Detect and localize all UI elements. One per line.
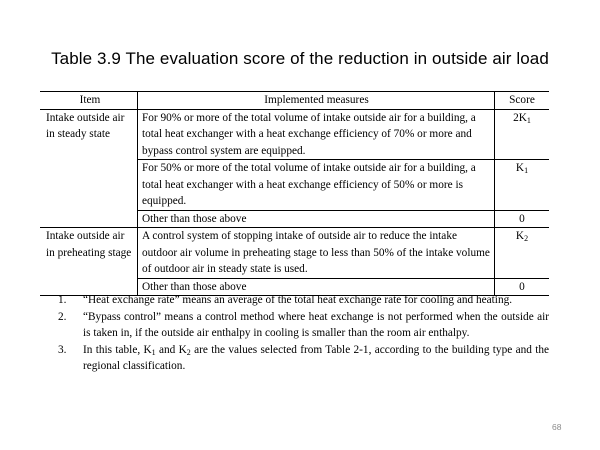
score-value: K bbox=[515, 230, 525, 242]
measure-cell: For 90% or more of the total volume of intake outside air for a building, a total heat exchanger with a heat exchange efficiency of 70% or more and bypass control system are equipped. bbox=[138, 109, 495, 160]
table-notes bbox=[58, 292, 549, 375]
note-text-part: are the values selected from Table 2-1, according to the building type and the regional classification. bbox=[83, 343, 549, 372]
page-number: 68 bbox=[552, 422, 562, 432]
table-header-row bbox=[40, 92, 549, 110]
item-preheating-stage: Intake outside air in preheating stage bbox=[40, 228, 138, 296]
note-item bbox=[58, 342, 549, 375]
note-item bbox=[58, 309, 549, 342]
score-cell: 0 bbox=[495, 278, 550, 296]
note-item bbox=[58, 292, 549, 309]
note-number: 2. bbox=[58, 310, 67, 323]
score-subscript: 1 bbox=[526, 115, 531, 125]
measure-cell: Other than those above bbox=[138, 210, 495, 228]
header-implemented-measures: Implemented measures bbox=[138, 92, 495, 110]
score-cell bbox=[495, 160, 550, 211]
measure-cell: A control system of stopping intake of outside air to reduce the intake outdoor air volume in preheating stage to less than 50% of the intake volume of outdoor air in steady state is used. bbox=[138, 228, 495, 279]
table-row bbox=[40, 109, 549, 160]
note-number: 1. bbox=[58, 294, 67, 306]
score-subscript: 1 bbox=[524, 166, 529, 175]
score-subscript: 2 bbox=[524, 234, 529, 243]
measure-cell: Other than those above bbox=[138, 278, 495, 296]
note-subscript: 1 bbox=[151, 347, 156, 357]
note-subscript: 2 bbox=[186, 347, 191, 357]
item-steady-state: Intake outside air in steady state bbox=[40, 109, 138, 228]
header-score: Score bbox=[495, 92, 550, 110]
note-text-part: and K bbox=[155, 343, 187, 356]
score-cell bbox=[495, 228, 550, 279]
score-cell bbox=[495, 109, 550, 160]
note-text: “Bypass control” means a control method where heat exchange is not performed when the outside air is taken in, if the outside air enthalpy in cooling is smaller than the room air enthalpy. bbox=[83, 310, 549, 339]
note-text bbox=[83, 344, 549, 373]
table-row bbox=[40, 228, 549, 279]
note-text: “Heat exchange rate” means an average of the total heat exchange rate for cooling and heating. bbox=[83, 294, 513, 306]
header-item: Item bbox=[40, 92, 138, 110]
score-cell: 0 bbox=[495, 210, 550, 228]
note-text-part: In this table, K bbox=[83, 343, 152, 356]
score-value: 2K bbox=[513, 111, 527, 124]
table-title: Table 3.9 The evaluation score of the reduction in outside air load bbox=[51, 49, 549, 68]
note-number: 3. bbox=[58, 343, 67, 356]
evaluation-score-table bbox=[40, 91, 549, 296]
score-value: K bbox=[515, 162, 525, 174]
measure-cell: For 50% or more of the total volume of intake outside air for a building, a total heat exchanger with a heat exchange efficiency of 50% or more is equipped. bbox=[138, 160, 495, 211]
